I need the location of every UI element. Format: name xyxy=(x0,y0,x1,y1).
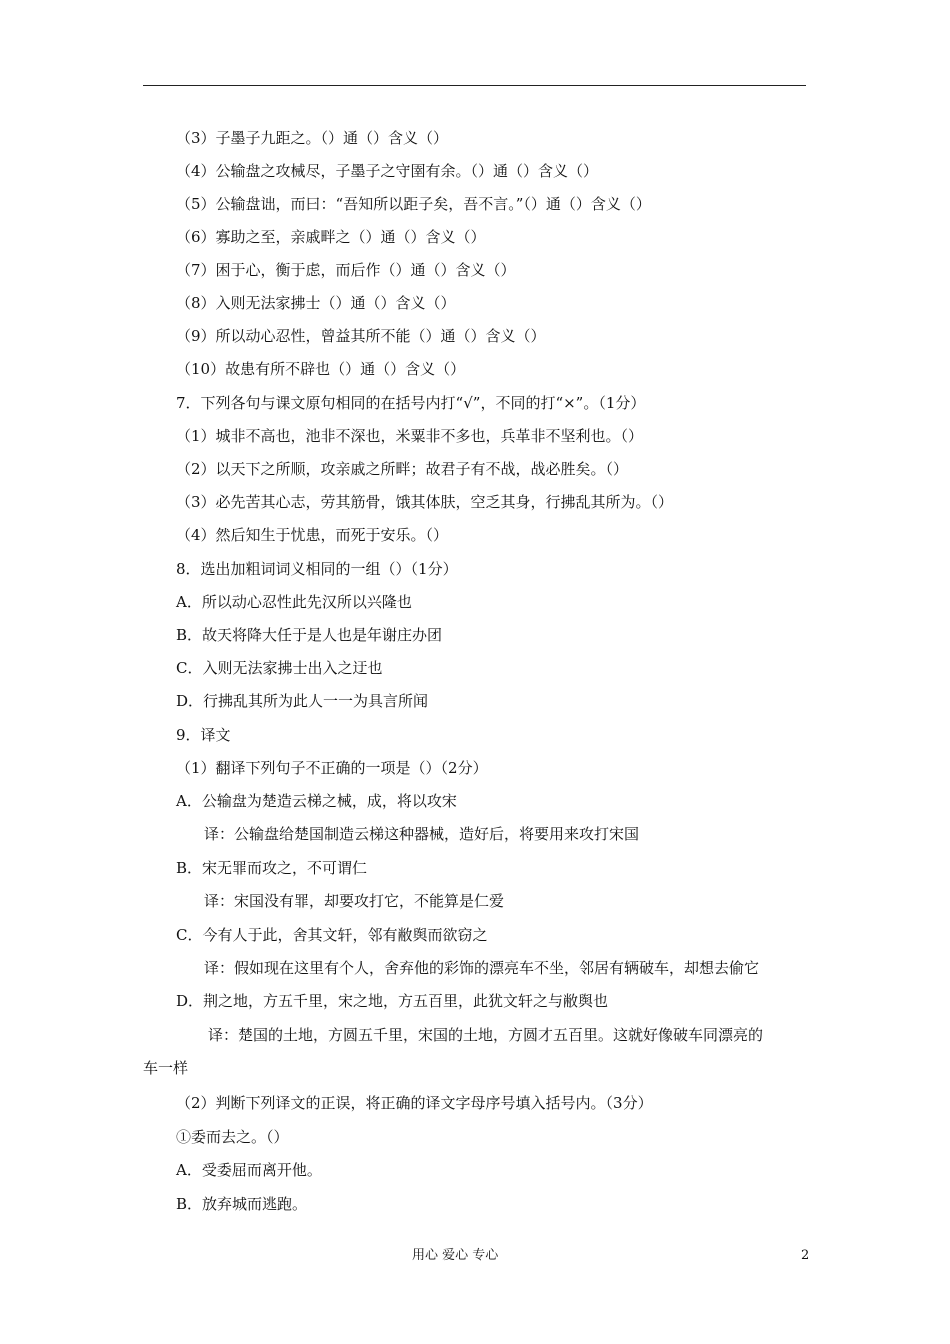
footer-motto: 用心 爱心 专心 xyxy=(412,1248,499,1263)
text-line: （3）子墨子九距之。（）通（）含义（） xyxy=(176,129,449,147)
question-7-heading: 7．下列各句与课文原句相同的在括号内打“√”，不同的打“×”。（1分） xyxy=(176,394,646,412)
text-line: （6）寡助之至，亲戚畔之（）通（）含义（） xyxy=(176,228,486,246)
text-line: （8）入则无法家拂士（）通（）含义（） xyxy=(176,294,456,312)
text-line: （4）然后知生于忧患，而死于安乐。（） xyxy=(176,526,449,544)
option-c: C．今有人于此，舍其文轩，邻有敝舆而欲窃之 xyxy=(176,926,488,944)
option-b: B．宋无罪而攻之，不可谓仁 xyxy=(176,859,368,877)
option-d: D．荆之地，方五千里，宋之地，方五百里，此犹文轩之与敝舆也 xyxy=(176,992,609,1010)
translation-line: 译：楚国的土地，方圆五千里，宋国的土地，方圆才五百里。这就好像破车同漂亮的 xyxy=(208,1026,764,1044)
question-9-heading: 9．译文 xyxy=(176,726,231,744)
text-line: （1）翻译下列句子不正确的一项是（）（2分） xyxy=(176,759,488,777)
text-line: （2）判断下列译文的正误，将正确的译文字母序号填入括号内。（3分） xyxy=(176,1094,653,1112)
option-d: D．行拂乱其所为此人一一为具言所闻 xyxy=(176,692,429,710)
translation-line: 译：宋国没有罪，却要攻打它，不能算是仁爱 xyxy=(204,892,505,910)
text-line: ①委而去之。（） xyxy=(176,1128,289,1146)
text-line: （10）故患有所不辟也（）通（）含义（） xyxy=(176,360,466,378)
text-line: （9）所以动心忍性，曾益其所不能（）通（）含义（） xyxy=(176,327,546,345)
question-8-heading: 8．选出加粗词词义相同的一组（）（1分） xyxy=(176,560,458,578)
option-b: B．放弃城而逃跑。 xyxy=(176,1195,308,1213)
text-line: （3）必先苦其心志，劳其筋骨，饿其体肤，空乏其身，行拂乱其所为。（） xyxy=(176,493,674,511)
text-line: （7）困于心，衡于虑，而后作（）通（）含义（） xyxy=(176,261,516,279)
text-line: （4）公输盘之攻械尽，子墨子之守圉有余。（）通（）含义（） xyxy=(176,162,599,180)
option-a: A．所以动心忍性此先汉所以兴隆也 xyxy=(176,593,412,611)
translation-line: 译：假如现在这里有个人，舍弃他的彩饰的漂亮车不坐，邻居有辆破车，却想去偷它 xyxy=(204,959,760,977)
option-a: A．受委屈而离开他。 xyxy=(176,1161,322,1179)
translation-line-continued: 车一样 xyxy=(143,1059,189,1077)
option-b: B．故天将降大任于是人也是年谢庄办团 xyxy=(176,626,443,644)
header-rule xyxy=(143,85,806,86)
option-a: A．公输盘为楚造云梯之械，成，将以攻宋 xyxy=(176,792,457,810)
text-line: （5）公输盘诎，而曰：“吾知所以距子矣，吾不言。”（）通（）含义（） xyxy=(176,195,651,213)
translation-line: 译：公输盘给楚国制造云梯这种器械，造好后，将要用来攻打宋国 xyxy=(204,825,640,843)
option-c: C．入则无法家拂士出入之迂也 xyxy=(176,659,383,677)
text-line: （2）以天下之所顺，攻亲戚之所畔；故君子有不战，战必胜矣。（） xyxy=(176,460,629,478)
text-line: （1）城非不高也，池非不深也，米粟非不多也，兵革非不坚利也。（） xyxy=(176,427,644,445)
page-number: 2 xyxy=(801,1248,810,1263)
